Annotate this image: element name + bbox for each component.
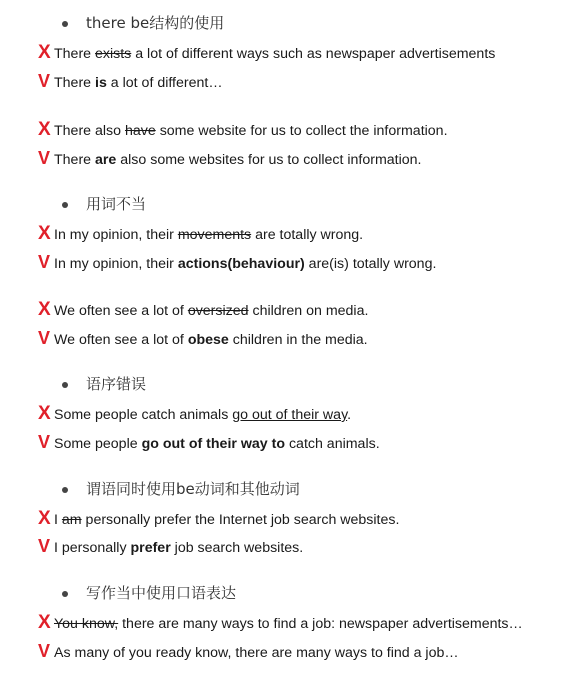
incorrect-sentence [38,299,368,321]
incorrect-sentence [38,508,399,530]
cross-mark-icon: X [38,612,51,633]
struck-word: oversized [187,303,249,319]
section-heading-text: 写作当中使用口语表达 [86,584,237,602]
sentence-text: a lot of different ways such as newspaper advertisements [131,46,496,62]
struck-word: movements [177,227,252,243]
corrected-word: actions(behaviour) [177,256,305,272]
sentence-text: I personally [54,540,131,556]
check-mark-icon: V [38,71,51,91]
sentence-text: . [347,407,352,423]
section-heading-text: 语序错误 [86,375,147,393]
corrected-sentence [38,536,303,557]
corrected-sentence [38,432,380,453]
incorrect-sentence [38,42,495,64]
corrected-sentence [38,252,436,273]
corrected-sentence [38,148,422,169]
section-heading-text: there be结构的使用 [86,14,225,32]
sentence-text: some website for us to collect the information. [155,123,448,139]
incorrect-sentence [38,403,351,425]
underlined-phrase: go out of their way [232,407,348,423]
struck-word: am [61,512,82,528]
sentence-text: Some people catch animals [54,407,233,423]
bullet-icon [62,382,68,388]
bullet-icon [62,591,68,597]
check-mark-icon: V [38,252,51,272]
sentence-text: catch animals. [285,436,380,452]
sentence-text: are totally wrong. [251,227,364,243]
sentence-text: children in the media. [228,332,368,348]
section-heading [62,12,224,33]
bullet-icon [62,487,68,493]
check-mark-icon: V [38,641,51,661]
cross-mark-icon: X [38,42,51,63]
cross-mark-icon: X [38,299,51,320]
cross-mark-icon: X [38,119,51,140]
sentence-text: We often see a lot of [54,332,188,348]
section-heading-text: 用词不当 [86,195,147,213]
corrected-word: prefer [130,540,171,556]
sentence-text: are(is) totally wrong. [304,256,437,272]
sentence-text: There [54,46,96,62]
bullet-icon [62,21,68,27]
sentence-text: personally prefer the Internet job search websites. [81,512,400,528]
cross-mark-icon: X [38,508,51,529]
cross-mark-icon: X [38,223,51,244]
corrected-sentence [38,641,459,662]
sentence-text: job search websites. [170,540,304,556]
cross-mark-icon: X [38,403,51,424]
sentence-text: There also [54,123,125,139]
corrected-word: obese [187,332,229,348]
section-heading [62,193,146,214]
check-mark-icon: V [38,148,51,168]
sentence-text: In my opinion, their [54,256,178,272]
sentence-text: also some websites for us to collect information. [116,152,422,168]
struck-word: have [124,123,156,139]
sentence-text: I [54,512,62,528]
sentence-text: There [54,152,96,168]
sentence-text: As many of you ready know, there are many ways to find a job… [54,645,459,661]
corrected-sentence [38,71,223,92]
sentence-text: Some people [54,436,142,452]
section-heading-text: 谓语同时使用be动词和其他动词 [86,480,300,498]
struck-word: You know, [54,616,119,632]
section-heading [62,582,236,603]
incorrect-sentence [38,612,523,634]
sentence-text: children on media. [248,303,369,319]
check-mark-icon: V [38,328,51,348]
corrected-word: is [95,75,107,91]
section-heading [62,373,146,394]
section-heading [62,478,300,499]
sentence-text: We often see a lot of [54,303,188,319]
struck-word: exists [95,46,132,62]
incorrect-sentence [38,119,448,141]
check-mark-icon: V [38,432,51,452]
incorrect-sentence [38,223,363,245]
corrected-word: are [95,152,117,168]
corrected-sentence [38,328,368,349]
sentence-text: a lot of different… [106,75,223,91]
sentence-text: there are many ways to find a job: newspaper advertisements… [118,616,523,632]
sentence-text: In my opinion, their [54,227,178,243]
sentence-text: There [54,75,96,91]
check-mark-icon: V [38,536,51,556]
bullet-icon [62,202,68,208]
corrected-word: go out of their way to [141,436,286,452]
